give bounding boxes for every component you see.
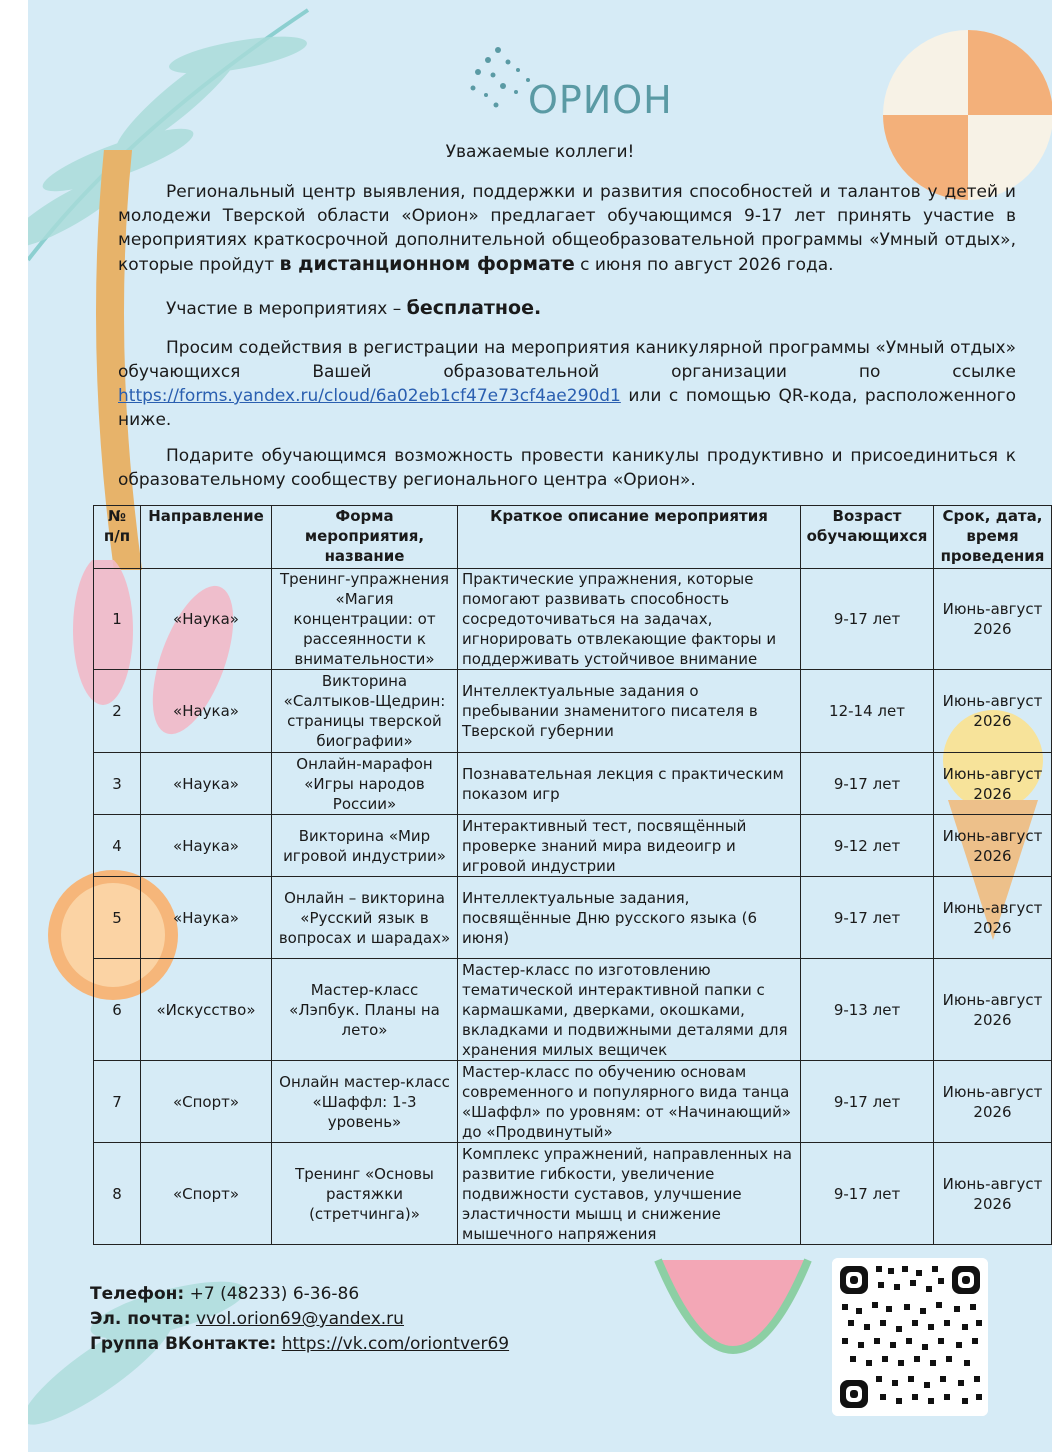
row-direction: «Спорт» xyxy=(141,1143,272,1245)
row-date: Июнь-август 2026 xyxy=(934,569,1052,670)
header-age: Возраст обучающихся xyxy=(801,506,934,569)
header-number: № п/п xyxy=(94,506,141,569)
phone-value: +7 (48233) 6-36-86 xyxy=(189,1284,360,1304)
row-direction: «Наука» xyxy=(141,670,272,753)
vk-line xyxy=(90,1332,509,1357)
phone-line xyxy=(90,1282,509,1307)
table-row xyxy=(94,815,1052,877)
header-direction: Направление xyxy=(141,506,272,569)
qr-code[interactable] xyxy=(832,1258,988,1416)
request-paragraph xyxy=(118,336,1016,432)
table-row xyxy=(94,959,1052,1061)
header-description: Краткое описание мероприятия xyxy=(458,506,801,569)
header-date: Срок, дата, время проведения xyxy=(934,506,1052,569)
contacts-block xyxy=(90,1282,509,1357)
row-description: Познавательная лекция с практическим показом игр xyxy=(458,753,801,815)
row-age: 9-17 лет xyxy=(801,569,934,670)
row-number: 1 xyxy=(94,569,141,670)
row-form: Онлайн-марафон «Игры народов России» xyxy=(272,753,458,815)
invite-paragraph: Подарите обучающимся возможность провести каникулы продуктивно и присоединиться к образовательному сообществу регионального центра «Орион». xyxy=(118,446,1016,490)
greeting-heading: Уважаемые коллеги! xyxy=(445,142,635,162)
row-number: 2 xyxy=(94,670,141,753)
row-age: 9-17 лет xyxy=(801,877,934,959)
row-number: 3 xyxy=(94,753,141,815)
row-direction: «Спорт» xyxy=(141,1061,272,1143)
row-description: Интеллектуальные задания о пребывании знаменитого писателя в Тверской губернии xyxy=(458,670,801,753)
row-direction: «Наука» xyxy=(141,569,272,670)
row-description: Практические упражнения, которые помогают развивать способность сосредоточиваться на задачах, игнорировать отвлекающие факторы и поддерживать устойчивое внимание xyxy=(458,569,801,670)
email-label: Эл. почта: xyxy=(90,1309,191,1329)
table-header-row xyxy=(94,506,1052,569)
phone-label: Телефон: xyxy=(90,1284,185,1304)
row-description: Мастер-класс по обучению основам современного и популярного вида танца «Шаффл» по уровням: от «Начинающий» до «Продвинутый» xyxy=(458,1061,801,1143)
row-description: Интерактивный тест, посвящённый проверке знаний мира видеоигр и игровой индустрии xyxy=(458,815,801,877)
email-line xyxy=(90,1307,509,1332)
vk-label: Группа ВКонтакте: xyxy=(90,1334,277,1354)
watermelon-decoration xyxy=(648,1240,818,1400)
row-description: Мастер-класс по изготовлению тематической интерактивной папки с кармашками, дверками, окошками, вкладками и подвижными деталями для хранения милых вещичек xyxy=(458,959,801,1061)
row-form: Викторина «Мир игровой индустрии» xyxy=(272,815,458,877)
row-date: Июнь-август 2026 xyxy=(934,959,1052,1061)
row-date: Июнь-август 2026 xyxy=(934,877,1052,959)
row-form: Мастер-класс «Лэпбук. Планы на лето» xyxy=(272,959,458,1061)
table-row xyxy=(94,753,1052,815)
row-date: Июнь-август 2026 xyxy=(934,815,1052,877)
row-age: 9-17 лет xyxy=(801,1061,934,1143)
row-number: 6 xyxy=(94,959,141,1061)
email-link[interactable]: vvol.orion69@yandex.ru xyxy=(195,1309,404,1329)
request-text: Просим содействия в регистрации на мероприятия каникулярной программы «Умный отдых» обучающихся Вашей образовательной организации по ссылке xyxy=(118,338,1016,382)
row-number: 8 xyxy=(94,1143,141,1245)
row-direction: «Искусство» xyxy=(141,959,272,1061)
intro-text: Региональный центр выявления, поддержки и развития способностей и талантов у детей и молодежи Тверской области «Орион» предлагает обучающимся 9-17 лет принять участие в мероприятиях краткосрочной дополнительной общеобразовательной программы «Умный отдых», которые пройдут xyxy=(118,182,1016,275)
intro-format: в дистанционном формате xyxy=(279,253,575,275)
row-number: 4 xyxy=(94,815,141,877)
row-age: 9-17 лет xyxy=(801,753,934,815)
row-date: Июнь-август 2026 xyxy=(934,670,1052,753)
registration-link[interactable]: https://forms.yandex.ru/cloud/6a02eb1cf47e73cf4ae290d1 xyxy=(118,386,621,406)
row-date: Июнь-август 2026 xyxy=(934,1061,1052,1143)
intro-paragraph xyxy=(118,180,1016,277)
row-age: 9-13 лет xyxy=(801,959,934,1061)
table-row xyxy=(94,569,1052,670)
free-participation xyxy=(118,296,1016,321)
row-date: Июнь-август 2026 xyxy=(934,1143,1052,1245)
row-date: Июнь-август 2026 xyxy=(934,753,1052,815)
row-direction: «Наука» xyxy=(141,877,272,959)
orion-logo xyxy=(458,40,678,124)
logo-wordmark: ОРИОН xyxy=(528,78,673,122)
row-description: Комплекс упражнений, направленных на развитие гибкости, увеличение подвижности суставов, улучшение эластичности мышц и снижение мышечного напряжения xyxy=(458,1143,801,1245)
free-bold: бесплатное. xyxy=(406,297,542,319)
table-row xyxy=(94,1061,1052,1143)
row-form: Онлайн – викторина «Русский язык в вопросах и шарадах» xyxy=(272,877,458,959)
row-form: Тренинг «Основы растяжки (стретчинга)» xyxy=(272,1143,458,1245)
star-sparkle-icon xyxy=(458,40,538,120)
row-age: 9-17 лет xyxy=(801,1143,934,1245)
row-form: Онлайн мастер-класс «Шаффл: 1-3 уровень» xyxy=(272,1061,458,1143)
vk-link[interactable]: https://vk.com/oriontver69 xyxy=(281,1334,510,1354)
events-table xyxy=(93,505,1052,1245)
flyer-page xyxy=(28,0,1052,1452)
table-row xyxy=(94,877,1052,959)
row-age: 12-14 лет xyxy=(801,670,934,753)
free-text: Участие в мероприятиях – xyxy=(166,299,402,319)
header-form: Форма мероприятия, название xyxy=(272,506,458,569)
row-age: 9-12 лет xyxy=(801,815,934,877)
row-direction: «Наука» xyxy=(141,753,272,815)
request-tail: или с помощью QR-кода, расположенного ниже. xyxy=(118,386,1017,430)
table-row xyxy=(94,670,1052,753)
row-form: Викторина «Салтыков-Щедрин: страницы тверской биографии» xyxy=(272,670,458,753)
intro-dates: с июня по август 2026 года. xyxy=(580,255,834,275)
row-description: Интеллектуальные задания, посвящённые Дню русского языка (6 июня) xyxy=(458,877,801,959)
row-direction: «Наука» xyxy=(141,815,272,877)
row-form: Тренинг-упражнения «Магия концентрации: от рассеянности к внимательности» xyxy=(272,569,458,670)
table-row xyxy=(94,1143,1052,1245)
row-number: 7 xyxy=(94,1061,141,1143)
row-number: 5 xyxy=(94,877,141,959)
